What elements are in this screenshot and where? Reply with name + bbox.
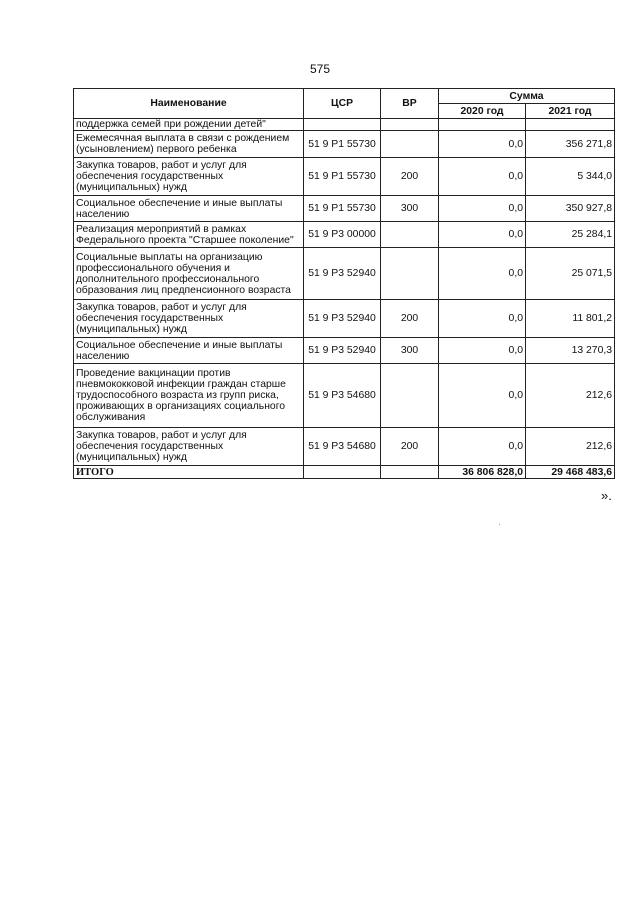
row-csr (304, 119, 381, 131)
row-2021: 5 344,0 (526, 158, 615, 196)
total-label: ИТОГО (74, 466, 304, 479)
row-vr (381, 131, 439, 158)
row-csr: 51 9 P3 52940 (304, 338, 381, 364)
row-2021: 11 801,2 (526, 300, 615, 338)
row-2021: 212,6 (526, 428, 615, 466)
row-2021 (526, 119, 615, 131)
row-2020: 0,0 (439, 338, 526, 364)
total-row (74, 466, 615, 479)
row-csr: 51 9 P3 54680 (304, 364, 381, 428)
row-2020: 0,0 (439, 222, 526, 248)
row-csr: 51 9 P3 52940 (304, 248, 381, 300)
row-csr: 51 9 P3 54680 (304, 428, 381, 466)
row-vr: 300 (381, 196, 439, 222)
row-2020 (439, 119, 526, 131)
row-vr (381, 364, 439, 428)
row-name: Реализация мероприятий в рамках Федерального проекта "Старшее поколение" (74, 222, 304, 248)
total-2021: 29 468 483,6 (526, 466, 615, 479)
row-name: Ежемесячная выплата в связи с рождением (усыновлением) первого ребенка (74, 131, 304, 158)
header-year-2020: 2020 год (439, 104, 526, 119)
row-csr: 51 9 P3 52940 (304, 300, 381, 338)
row-2021: 356 271,8 (526, 131, 615, 158)
row-2020: 0,0 (439, 158, 526, 196)
header-sum: Сумма (439, 89, 615, 104)
row-vr (381, 119, 439, 131)
row-csr: 51 9 P1 55730 (304, 196, 381, 222)
header-year-2021: 2021 год (526, 104, 615, 119)
table-row (74, 364, 615, 428)
closing-quote-mark: ». (601, 488, 612, 503)
budget-table (73, 88, 615, 479)
row-2021: 350 927,8 (526, 196, 615, 222)
row-name: Проведение вакцинации против пневмококковой инфекции граждан старше трудоспособного возраста из групп риска, проживающих в организациях социального обслуживания (74, 364, 304, 428)
header-name: Наименование (74, 89, 304, 119)
row-csr: 51 9 P1 55730 (304, 131, 381, 158)
row-2020: 0,0 (439, 300, 526, 338)
table-row (74, 248, 615, 300)
total-2020: 36 806 828,0 (439, 466, 526, 479)
row-name: Социальные выплаты на организацию профессионального обучения и дополнительного профессионального образования лиц предпенсионного возраста (74, 248, 304, 300)
row-vr (381, 248, 439, 300)
row-2020: 0,0 (439, 248, 526, 300)
row-name: Закупка товаров, работ и услуг для обеспечения государственных (муниципальных) нужд (74, 158, 304, 196)
row-name: поддержка семей при рождении детей" (74, 119, 304, 131)
table-row (74, 300, 615, 338)
table-header-row (74, 89, 615, 104)
row-2020: 0,0 (439, 428, 526, 466)
header-csr: ЦСР (304, 89, 381, 119)
total-csr (304, 466, 381, 479)
row-name: Социальное обеспечение и иные выплаты населению (74, 196, 304, 222)
row-2020: 0,0 (439, 131, 526, 158)
row-2020: 0,0 (439, 196, 526, 222)
total-vr (381, 466, 439, 479)
row-vr: 200 (381, 428, 439, 466)
page-number: 575 (309, 62, 331, 76)
row-vr: 200 (381, 158, 439, 196)
row-2021: 212,6 (526, 364, 615, 428)
row-name: Закупка товаров, работ и услуг для обеспечения государственных (муниципальных) нужд (74, 428, 304, 466)
row-2021: 13 270,3 (526, 338, 615, 364)
row-vr: 200 (381, 300, 439, 338)
row-2021: 25 284,1 (526, 222, 615, 248)
scan-speck (499, 524, 500, 525)
header-vr: ВР (381, 89, 439, 119)
row-vr (381, 222, 439, 248)
row-name: Социальное обеспечение и иные выплаты населению (74, 338, 304, 364)
row-2021: 25 071,5 (526, 248, 615, 300)
row-name: Закупка товаров, работ и услуг для обеспечения государственных (муниципальных) нужд (74, 300, 304, 338)
table-row (74, 338, 615, 364)
row-csr: 51 9 P1 55730 (304, 158, 381, 196)
table-row (74, 428, 615, 466)
table-row (74, 131, 615, 158)
table-row (74, 119, 615, 131)
row-csr: 51 9 P3 00000 (304, 222, 381, 248)
table-row (74, 222, 615, 248)
table-row (74, 196, 615, 222)
row-vr: 300 (381, 338, 439, 364)
row-2020: 0,0 (439, 364, 526, 428)
table-row (74, 158, 615, 196)
